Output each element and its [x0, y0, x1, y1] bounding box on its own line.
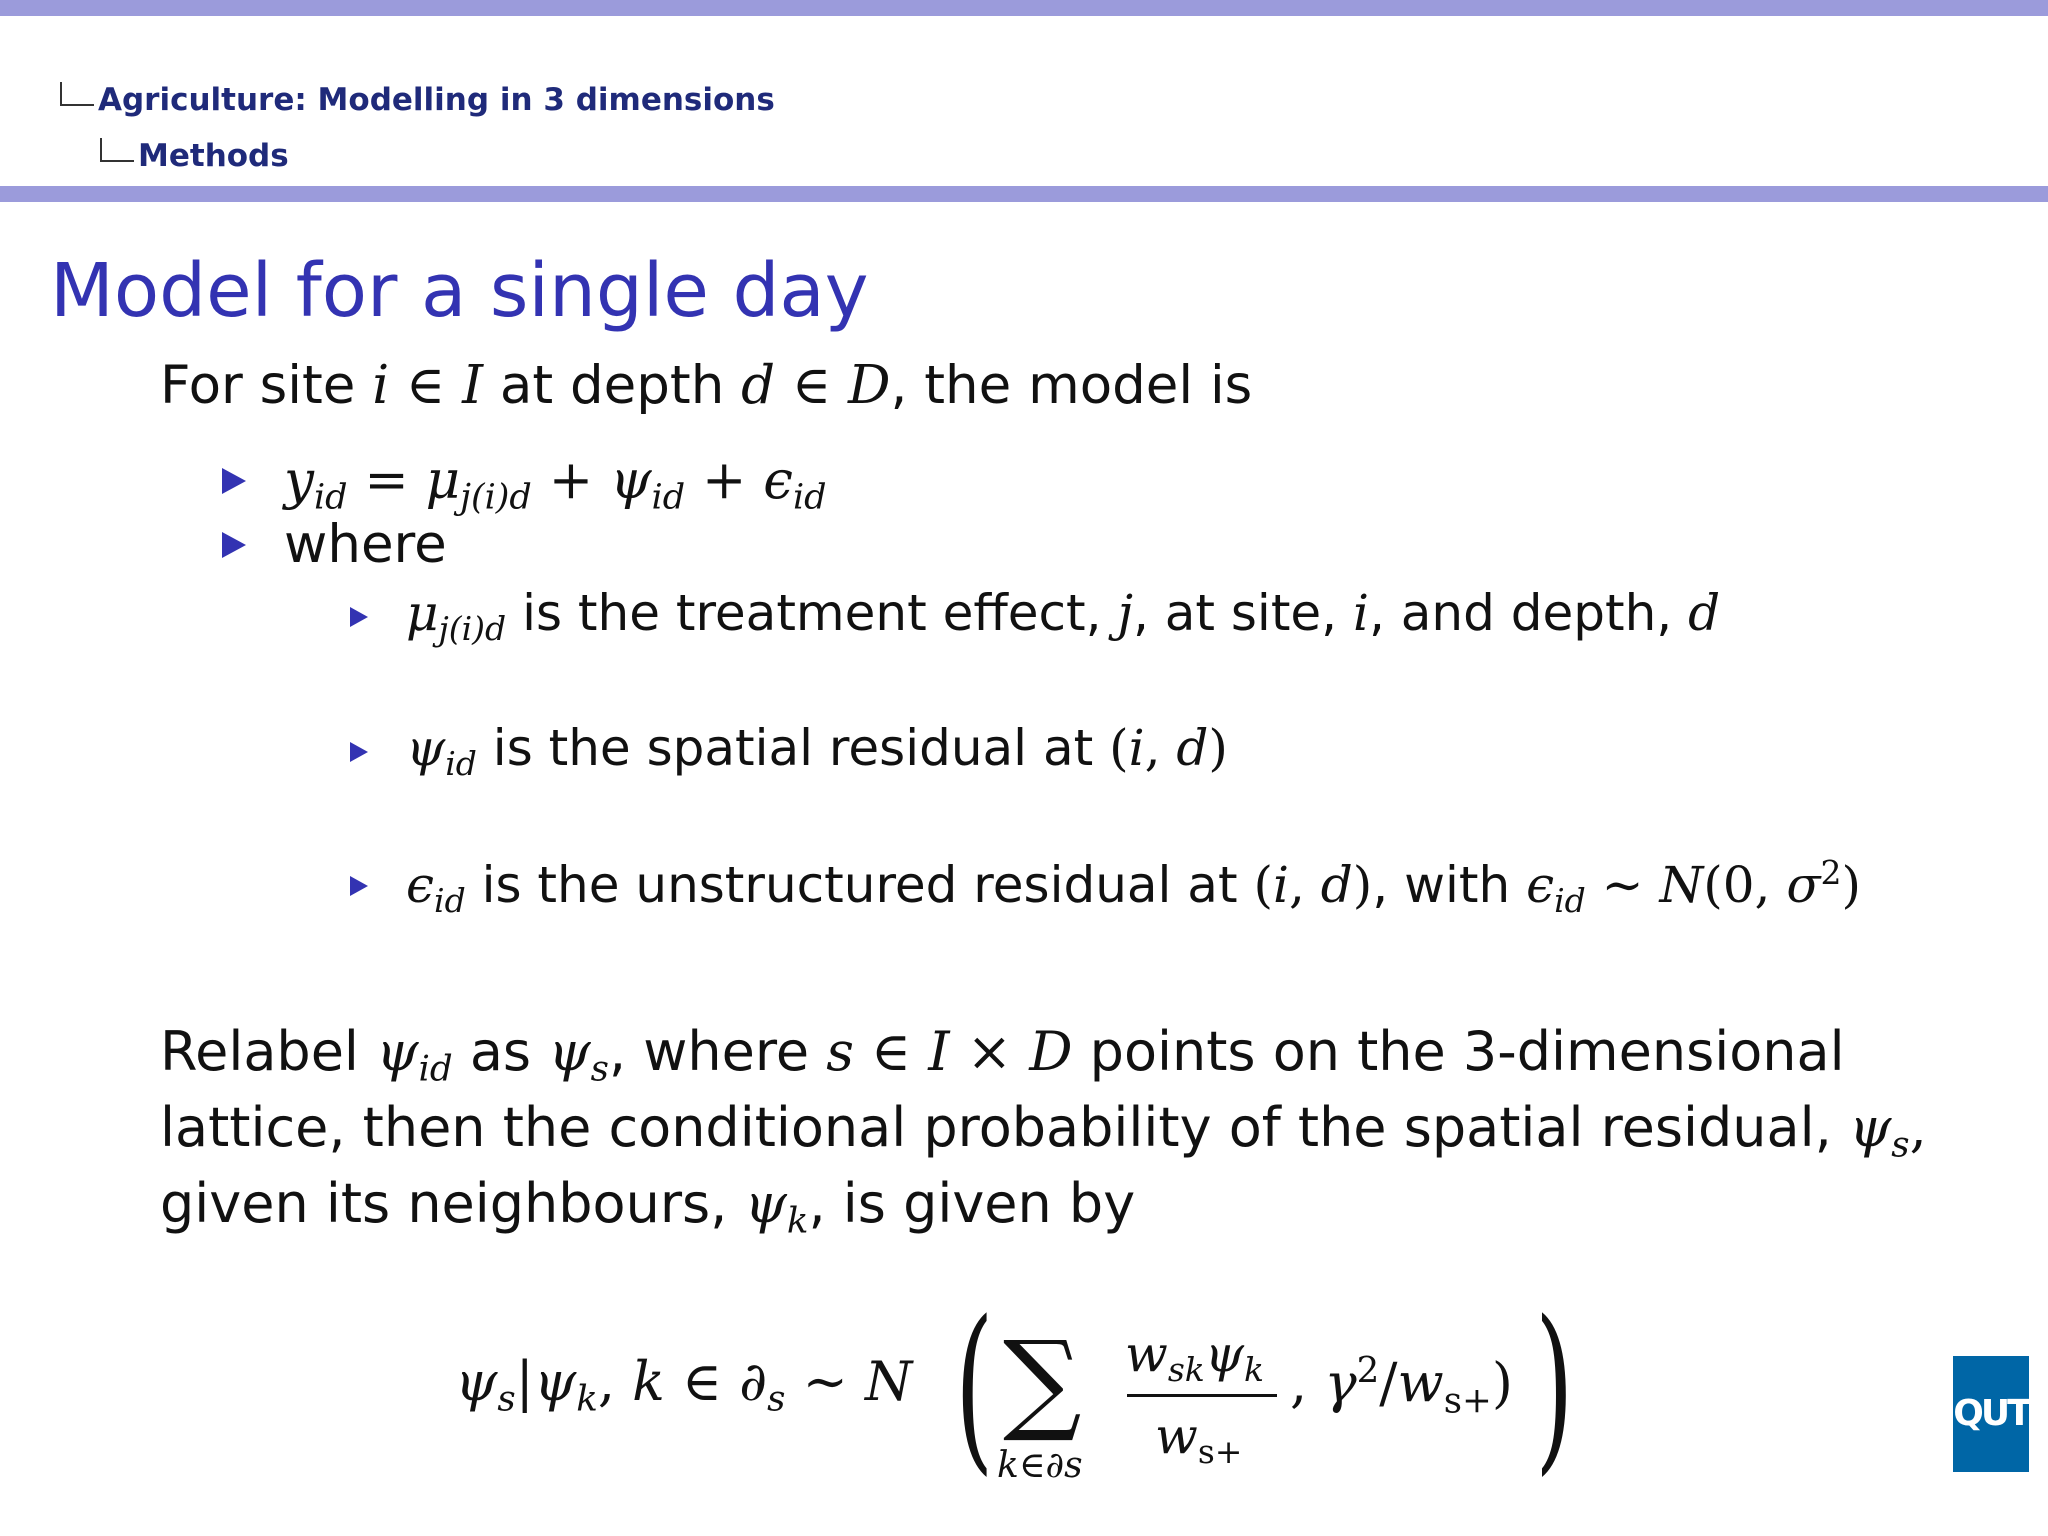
bullet-where: where	[284, 514, 447, 575]
bullet-triangle-icon	[222, 532, 246, 558]
subbullet-treatment: $\mu_{j(i)d}$ is the treatment effect, j, at site, i, and depth, d	[406, 584, 1721, 648]
intro-text: , the model is	[890, 355, 1253, 416]
fraction-numerator: $w_{sk}\psi_k$	[1125, 1325, 1264, 1389]
math-d-in-D: d	[741, 355, 776, 416]
tree-corner-icon	[60, 82, 94, 106]
subbullet-unstructured: $\epsilon_{id}$ is the unstructured residual at (i, d), with $\epsilon_{id}$ ∼ N(0, $\sigma^2$)	[406, 853, 1861, 921]
bullet-triangle-icon	[222, 468, 246, 494]
top-bar	[0, 0, 2048, 16]
sum-index: k∈∂s	[997, 1445, 1083, 1486]
subbullet-triangle-icon	[350, 607, 368, 627]
paragraph-line-1: Relabel $\psi_{id}$ as $\psi_s$, where s ∈ I × D points on the 3-dimensional	[160, 1020, 1845, 1090]
intro-text: at depth	[483, 355, 742, 416]
conditional-distribution-equation: $\psi_s|\psi_k$, k ∈ $\partial_s$ ∼ N ( ∑ k∈∂s $w_{sk}\psi_k$ $w_{s+}$ , $\gamma^2/w_{s+}$) )	[455, 1283, 1574, 1492]
intro-text: For site	[160, 355, 373, 416]
left-paren-icon: (	[955, 1283, 994, 1492]
fraction-denominator: $w_{s+}$	[1155, 1407, 1243, 1471]
qut-logo: QUT	[1953, 1356, 2029, 1472]
right-paren-icon: )	[1535, 1283, 1574, 1492]
variance-term: , $\gamma^2/w_{s+}$)	[1290, 1350, 1513, 1422]
subbullet-triangle-icon	[350, 742, 368, 762]
paragraph-line-3: given its neighbours, $\psi_k$, is given by	[160, 1172, 1136, 1242]
header-divider-bar	[0, 186, 2048, 202]
breadcrumb-subsection-label: Methods	[138, 138, 289, 174]
tree-corner-icon	[100, 138, 134, 162]
intro-line: For site i ∈ I at depth d ∈ D, the model is	[160, 355, 1253, 416]
paragraph-line-2: lattice, then the conditional probability of the spatial residual, $\psi_s$,	[160, 1096, 1927, 1166]
model-equation: $y_{id} = \mu_{j(i)d} + \psi_{id} + \epsilon_{id}$	[284, 450, 827, 518]
subbullet-spatial: $\psi_{id}$ is the spatial residual at (i, d)	[406, 719, 1228, 783]
breadcrumb-section-label: Agriculture: Modelling in 3 dimensions	[98, 82, 775, 118]
math-i-in-I: i	[372, 355, 390, 416]
fraction-bar	[1127, 1394, 1277, 1397]
subbullet-triangle-icon	[350, 876, 368, 896]
sum-symbol-icon: ∑	[1003, 1317, 1082, 1445]
slide-title: Model for a single day	[50, 248, 869, 334]
